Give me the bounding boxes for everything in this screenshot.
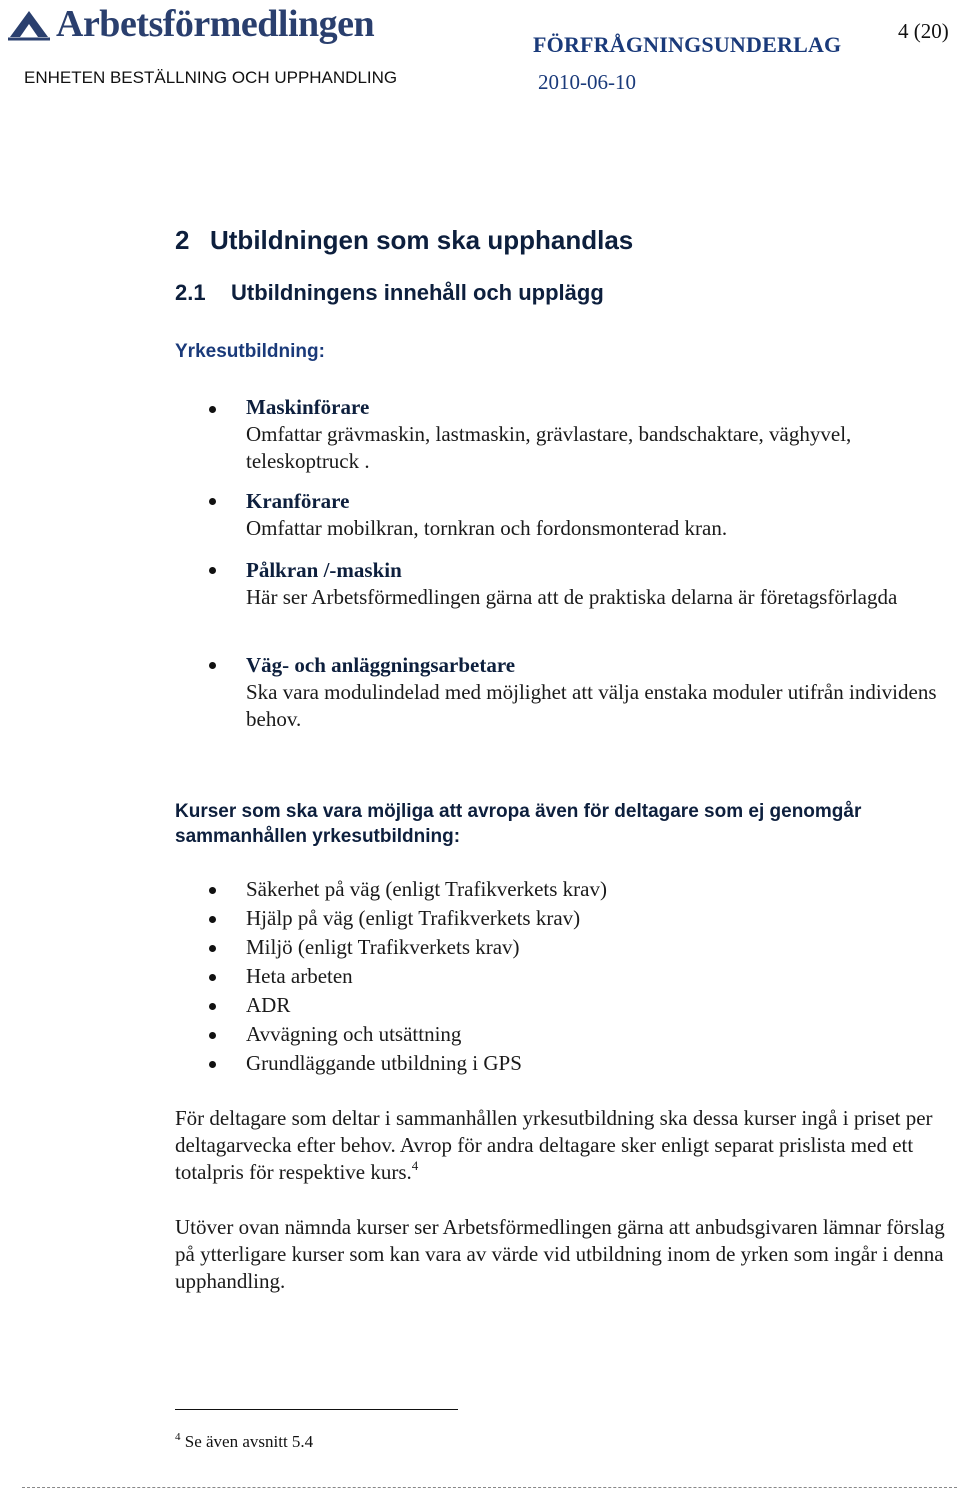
item-desc: Här ser Arbetsförmedlingen gärna att de praktiska delarna är företagsförlagda — [246, 585, 898, 609]
item-desc: Omfattar mobilkran, tornkran och fordonsmonterad kran. — [246, 516, 728, 540]
footnote-text: Se även avsnitt 5.4 — [184, 1432, 314, 1451]
bullet-icon — [209, 1003, 216, 1010]
logo — [8, 2, 374, 46]
bullet-icon — [209, 916, 216, 923]
list-item — [246, 557, 946, 611]
paragraph — [175, 1105, 950, 1186]
list-item: Miljö (enligt Trafikverkets krav) — [246, 935, 520, 959]
item-title: Pålkran /-maskin — [246, 558, 402, 582]
section-heading — [175, 225, 633, 256]
list-item — [246, 488, 946, 542]
paragraph-text: För deltagare som deltar i sammanhållen yrkesutbildning ska dessa kurser ingå i priset per deltagarvecka efter behov. Avrop för andra deltagare sker enligt separat prislista med ett totalpris för respektive kurs. — [175, 1106, 933, 1184]
list-item — [246, 394, 946, 475]
footnote-divider — [175, 1409, 458, 1410]
bullet-icon — [209, 974, 216, 981]
yrkes-heading: Yrkesutbildning: — [175, 341, 325, 362]
subsection-number: 2.1 — [175, 280, 206, 305]
logo-emblem-icon — [8, 7, 50, 41]
document-type: FÖRFRÅGNINGSUNDERLAG — [533, 32, 842, 57]
paragraph: Utöver ovan nämnda kurser ser Arbetsförmedlingen gärna att anbudsgivaren lämnar förslag på ytterligare kurser som kan vara av värde vid utbildning inom de yrken som ingår i denna upphandling. — [175, 1215, 945, 1293]
bullet-icon — [209, 406, 216, 413]
list-item: Säkerhet på väg (enligt Trafikverkets krav) — [246, 877, 607, 901]
list-item — [246, 652, 946, 733]
unit-name: ENHETEN BESTÄLLNING OCH UPPHANDLING — [24, 68, 398, 87]
kurser-heading: Kurser som ska vara möjliga att avropa även för deltagare som ej genomgår sammanhållen yrkesutbildning: — [175, 801, 862, 847]
list-item: Avvägning och utsättning — [246, 1022, 462, 1046]
item-desc: Ska vara modulindelad med möjlighet att välja enstaka moduler utifrån individens behov. — [246, 680, 937, 731]
footnote — [175, 1432, 313, 1452]
item-title: Kranförare — [246, 489, 350, 513]
page-bottom-divider — [22, 1487, 957, 1488]
subsection-title: Utbildningens innehåll och upplägg — [231, 280, 604, 305]
footnote-ref[interactable]: 4 — [411, 1158, 419, 1173]
bullet-icon — [209, 567, 216, 574]
item-title: Maskinförare — [246, 395, 370, 419]
bullet-icon — [209, 945, 216, 952]
section-title: Utbildningen som ska upphandlas — [210, 225, 634, 255]
section-number: 2 — [175, 225, 190, 255]
list-item: Heta arbeten — [246, 964, 353, 988]
document-date: 2010-06-10 — [538, 70, 636, 94]
bullet-icon — [209, 887, 216, 894]
logo-text: Arbetsförmedlingen — [56, 3, 375, 45]
list-item: ADR — [246, 993, 291, 1017]
footnote-number: 4 — [175, 1431, 181, 1443]
subsection-heading — [175, 280, 604, 306]
list-item: Grundläggande utbildning i GPS — [246, 1051, 522, 1075]
bullet-icon — [209, 1032, 216, 1039]
item-title: Väg- och anläggningsarbetare — [246, 653, 516, 677]
bullet-icon — [209, 1061, 216, 1068]
page-number: 4 (20) — [898, 19, 949, 43]
list-item: Hjälp på väg (enligt Trafikverkets krav) — [246, 906, 581, 930]
bullet-icon — [209, 498, 216, 505]
item-desc: Omfattar grävmaskin, lastmaskin, grävlastare, bandschaktare, väghyvel, teleskoptruck . — [246, 422, 852, 473]
bullet-icon — [209, 662, 216, 669]
